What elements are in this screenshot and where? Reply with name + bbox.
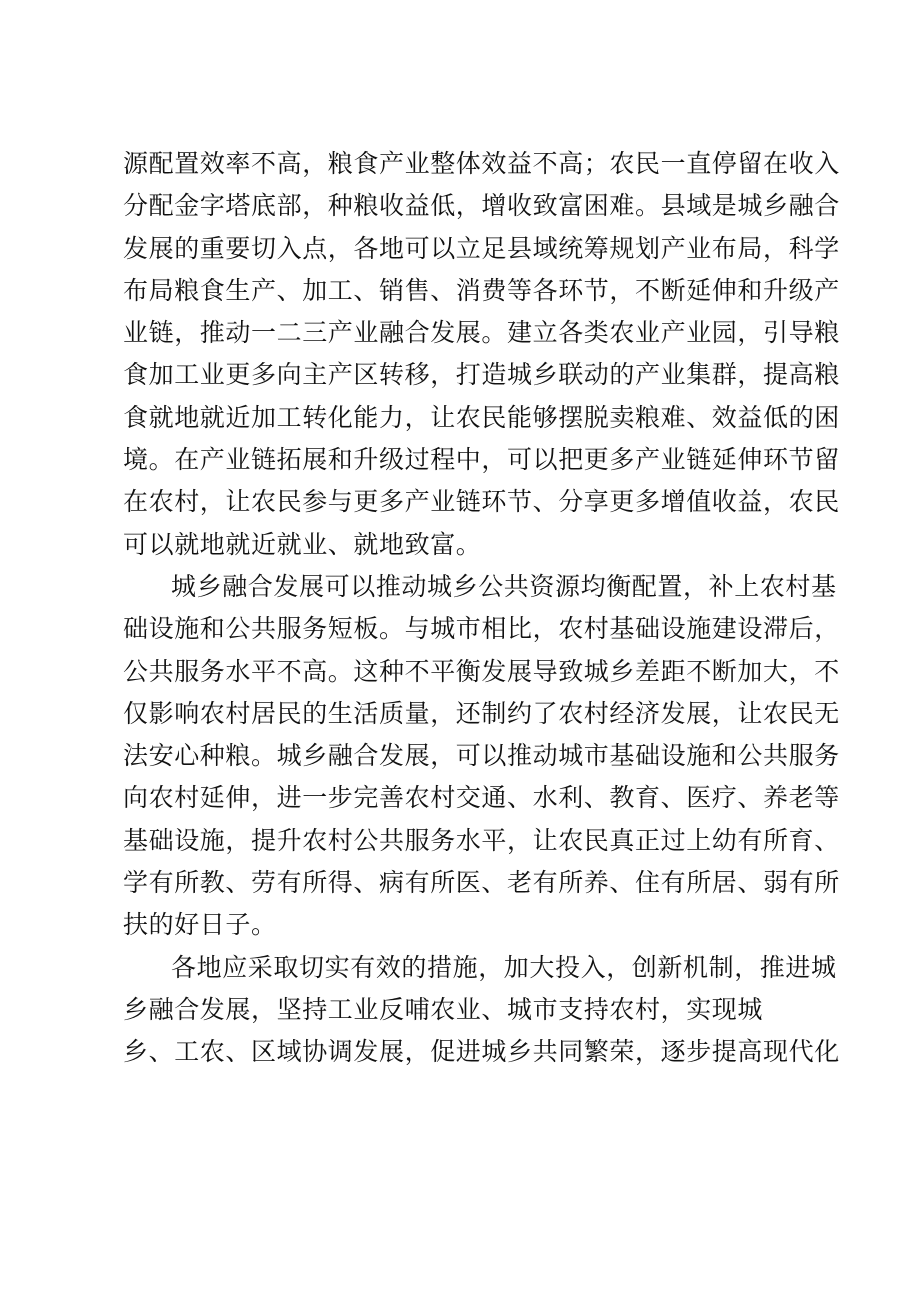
text-line: 公共服务水平不高。这种不平衡发展导致城乡差距不断加大，不 xyxy=(123,656,840,686)
text-line: 源配置效率不高，粮食产业整体效益不高；农民一直停留在收入 xyxy=(123,149,840,178)
paragraph-first-line: 各地应采取切实有效的措施，加大投入，创新机制，推进城 xyxy=(171,952,837,982)
text-line: 学有所教、劳有所得、病有所医、老有所养、住有所居、弱有所 xyxy=(123,868,840,898)
text-line: 基础设施，提升农村公共服务水平，让农民真正过上幼有所育、 xyxy=(123,825,840,855)
text-line: 食加工业更多向主产区转移，打造城乡联动的产业集群，提高粮 xyxy=(123,360,840,390)
text-line: 础设施和公共服务短板。与城市相比，农村基础设施建设滞后， xyxy=(123,614,840,644)
text-line: 布局粮食生产、加工、销售、消费等各环节，不断延伸和升级产 xyxy=(123,275,840,305)
text-line: 向农村延伸，进一步完善农村交通、水利、教育、医疗、养老等 xyxy=(123,783,840,813)
text-line: 可以就地就近就业、就地致富。 xyxy=(123,529,482,559)
text-line: 法安心种粮。城乡融合发展，可以推动城市基础设施和公共服务 xyxy=(123,741,840,771)
text-line: 境。在产业链拓展和升级过程中，可以把更多产业链延伸环节留 xyxy=(123,445,840,475)
text-line: 发展的重要切入点，各地可以立足县域统筹规划产业布局，科学 xyxy=(123,233,840,263)
text-line: 业链，推动一二三产业融合发展。建立各类农业产业园，引导粮 xyxy=(123,318,840,348)
text-line: 在农村，让农民参与更多产业链环节、分享更多增值收益，农民 xyxy=(123,487,840,517)
text-line: 扶的好日子。 xyxy=(123,910,277,940)
paragraph-first-line: 城乡融合发展可以推动城乡公共资源均衡配置，补上农村基 xyxy=(171,571,837,601)
text-line: 食就地就近加工转化能力，让农民能够摆脱卖粮难、效益低的困 xyxy=(123,402,840,432)
body-text xyxy=(123,143,840,1074)
text-line: 乡、工农、区域协调发展，促进城乡共同繁荣，逐步提高现代化 xyxy=(123,1037,840,1067)
text-line: 乡融合发展，坚持工业反哺农业、城市支持农村，实现城 xyxy=(123,994,764,1024)
text-line: 分配金字塔底部，种粮收益低，增收致富困难。县域是城乡融合 xyxy=(123,191,840,221)
text-line: 仅影响农村居民的生活质量，还制约了农村经济发展，让农民无 xyxy=(123,698,840,728)
